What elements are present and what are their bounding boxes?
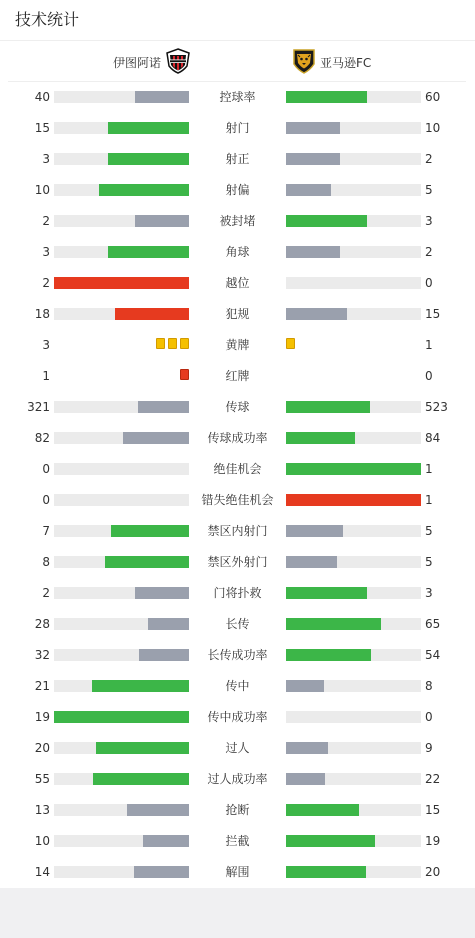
away-bar-fill — [286, 215, 367, 227]
away-bar-fill — [286, 587, 367, 599]
stat-row — [0, 547, 475, 578]
away-value: 5 — [425, 524, 433, 538]
home-value: 3 — [42, 152, 50, 166]
stat-row — [0, 268, 475, 299]
stat-label: 禁区外射门 — [207, 555, 268, 569]
away-bar-track — [286, 494, 421, 506]
home-cards — [156, 338, 189, 349]
stat-label: 抢断 — [225, 803, 250, 817]
away-bar-fill — [286, 804, 359, 816]
away-bar-track — [286, 308, 421, 320]
stat-label: 传中成功率 — [207, 710, 268, 724]
home-value: 19 — [34, 710, 50, 724]
home-bar-track — [54, 649, 189, 661]
home-bar-track — [54, 804, 189, 816]
away-value: 0 — [425, 276, 433, 290]
home-bar-track — [54, 866, 189, 878]
home-bar-fill — [54, 277, 189, 289]
away-bar-track — [286, 463, 421, 475]
stat-label: 射正 — [225, 152, 250, 166]
away-value: 1 — [425, 493, 433, 507]
away-bar-track — [286, 556, 421, 568]
stat-label: 射偏 — [225, 183, 250, 197]
away-value: 5 — [425, 555, 433, 569]
stat-label: 长传成功率 — [207, 648, 268, 662]
stat-label: 传中 — [225, 679, 250, 693]
stat-label: 禁区内射门 — [207, 524, 268, 538]
stat-row — [0, 671, 475, 702]
stat-label: 红牌 — [225, 369, 250, 383]
home-value: 1 — [42, 369, 50, 383]
home-bar-fill — [127, 804, 189, 816]
stat-label: 传球成功率 — [207, 431, 268, 445]
home-value: 3 — [42, 245, 50, 259]
stat-row — [0, 485, 475, 516]
home-bar-fill — [123, 432, 189, 444]
stat-row — [0, 206, 475, 237]
home-bar-track — [54, 153, 189, 165]
home-value: 0 — [42, 493, 50, 507]
away-bar-fill — [286, 122, 340, 134]
away-bar-track — [286, 432, 421, 444]
home-bar-fill — [96, 742, 189, 754]
stat-row — [0, 330, 475, 361]
away-bar-track — [286, 246, 421, 258]
home-bar-fill — [108, 153, 189, 165]
home-bar-fill — [134, 866, 189, 878]
away-value: 19 — [425, 834, 441, 848]
stat-label: 门将扑救 — [213, 586, 262, 600]
yellow-card-icon — [180, 338, 189, 349]
home-value: 21 — [34, 679, 50, 693]
stat-row — [0, 82, 475, 113]
away-value: 523 — [425, 400, 448, 414]
home-bar-track — [54, 401, 189, 413]
stat-row — [0, 144, 475, 175]
away-bar-track — [286, 215, 421, 227]
home-bar-fill — [135, 91, 189, 103]
away-bar-fill — [286, 153, 340, 165]
away-bar-track — [286, 91, 421, 103]
home-value: 20 — [34, 741, 50, 755]
home-bar-fill — [143, 835, 189, 847]
home-value: 15 — [34, 121, 50, 135]
away-bar-fill — [286, 742, 328, 754]
home-team[interactable] — [113, 48, 191, 76]
team-header — [0, 44, 475, 78]
away-value: 0 — [425, 710, 433, 724]
away-bar-track — [286, 649, 421, 661]
stat-row — [0, 578, 475, 609]
stat-row — [0, 733, 475, 764]
home-value: 82 — [34, 431, 50, 445]
home-value: 2 — [42, 276, 50, 290]
away-bar-track — [286, 742, 421, 754]
home-value: 18 — [34, 307, 50, 321]
away-bar-track — [286, 711, 421, 723]
home-value: 2 — [42, 214, 50, 228]
home-team-name: 伊图阿诺 — [112, 55, 161, 70]
away-bar-fill — [286, 525, 343, 537]
home-bar-fill — [92, 680, 189, 692]
home-value: 55 — [34, 772, 50, 786]
away-bar-fill — [286, 401, 370, 413]
stat-row — [0, 113, 475, 144]
away-value: 65 — [425, 617, 441, 631]
stat-label: 越位 — [225, 276, 250, 290]
home-bar-fill — [99, 184, 189, 196]
away-value: 3 — [425, 586, 433, 600]
stat-label: 错失绝佳机会 — [201, 493, 274, 507]
away-bar-fill — [286, 463, 421, 475]
yellow-card-icon — [156, 338, 165, 349]
home-bar-fill — [135, 215, 189, 227]
home-bar-fill — [108, 246, 189, 258]
home-value: 10 — [34, 834, 50, 848]
home-value: 8 — [42, 555, 50, 569]
stats-list — [0, 82, 475, 888]
away-bar-track — [286, 680, 421, 692]
stat-label: 长传 — [225, 617, 250, 631]
home-bar-track — [54, 494, 189, 506]
divider — [0, 40, 475, 41]
home-bar-track — [54, 742, 189, 754]
stat-label: 犯规 — [225, 307, 250, 321]
away-bar-track — [286, 618, 421, 630]
away-value: 20 — [425, 865, 441, 879]
home-bar-fill — [115, 308, 189, 320]
amazonas-crest-icon — [292, 48, 316, 77]
away-value: 5 — [425, 183, 433, 197]
home-bar-fill — [105, 556, 189, 568]
away-bar-fill — [286, 184, 331, 196]
stat-row — [0, 640, 475, 671]
away-bar-track — [286, 277, 421, 289]
home-value: 28 — [34, 617, 50, 631]
away-value: 8 — [425, 679, 433, 693]
yellow-card-icon — [168, 338, 177, 349]
away-cards — [286, 338, 295, 349]
stat-label: 解围 — [225, 865, 250, 879]
away-bar-track — [286, 804, 421, 816]
home-value: 32 — [34, 648, 50, 662]
away-bar-fill — [286, 91, 367, 103]
away-bar-track — [286, 835, 421, 847]
stat-label: 射门 — [225, 121, 250, 135]
stat-row — [0, 795, 475, 826]
home-bar-track — [54, 680, 189, 692]
stat-row — [0, 516, 475, 547]
stat-row — [0, 454, 475, 485]
home-bar-track — [54, 618, 189, 630]
away-value: 84 — [425, 431, 441, 445]
stat-row — [0, 609, 475, 640]
away-bar-fill — [286, 308, 347, 320]
home-bar-track — [54, 184, 189, 196]
away-bar-fill — [286, 773, 325, 785]
away-value: 54 — [425, 648, 441, 662]
stat-label: 过人 — [225, 741, 250, 755]
home-bar-track — [54, 432, 189, 444]
ituano-crest-icon — [165, 48, 191, 77]
home-value: 7 — [42, 524, 50, 538]
stat-row — [0, 826, 475, 857]
away-value: 15 — [425, 803, 441, 817]
away-value: 0 — [425, 369, 433, 383]
away-bar-fill — [286, 432, 355, 444]
away-bar-fill — [286, 835, 375, 847]
away-value: 3 — [425, 214, 433, 228]
stat-label: 过人成功率 — [207, 772, 268, 786]
away-bar-track — [286, 587, 421, 599]
away-team[interactable] — [292, 48, 371, 76]
stat-row — [0, 857, 475, 888]
stat-row — [0, 299, 475, 330]
home-bar-track — [54, 122, 189, 134]
stat-row — [0, 361, 475, 392]
stat-label: 传球 — [225, 400, 250, 414]
home-bar-track — [54, 835, 189, 847]
home-bar-track — [54, 308, 189, 320]
away-value: 15 — [425, 307, 441, 321]
home-bar-track — [54, 463, 189, 475]
home-bar-fill — [138, 401, 189, 413]
home-bar-fill — [135, 587, 189, 599]
home-value: 10 — [34, 183, 50, 197]
away-value: 1 — [425, 338, 433, 352]
away-bar-track — [286, 866, 421, 878]
home-bar-track — [54, 91, 189, 103]
stat-label: 绝佳机会 — [213, 462, 262, 476]
stat-row — [0, 237, 475, 268]
away-bar-fill — [286, 494, 421, 506]
home-value: 3 — [42, 338, 50, 352]
red-card-icon — [180, 369, 189, 380]
stat-row — [0, 175, 475, 206]
away-bar-fill — [286, 649, 371, 661]
home-bar-track — [54, 277, 189, 289]
away-bar-track — [286, 773, 421, 785]
stat-label: 角球 — [225, 245, 250, 259]
away-value: 1 — [425, 462, 433, 476]
stat-label: 被封堵 — [219, 214, 256, 228]
home-bar-track — [54, 587, 189, 599]
home-value: 13 — [34, 803, 50, 817]
away-bar-fill — [286, 618, 381, 630]
stat-row — [0, 702, 475, 733]
away-bar-track — [286, 184, 421, 196]
home-bar-fill — [108, 122, 189, 134]
home-value: 14 — [34, 865, 50, 879]
home-value: 2 — [42, 586, 50, 600]
home-cards — [180, 369, 189, 380]
away-value: 60 — [425, 90, 441, 104]
home-bar-fill — [148, 618, 189, 630]
home-bar-fill — [93, 773, 189, 785]
page-title: 技术统计 — [15, 10, 80, 29]
home-bar-track — [54, 525, 189, 537]
home-bar-track — [54, 711, 189, 723]
home-value: 40 — [34, 90, 50, 104]
stat-label: 黄牌 — [225, 338, 250, 352]
away-bar-track — [286, 122, 421, 134]
home-bar-track — [54, 773, 189, 785]
home-value: 321 — [27, 400, 50, 414]
away-value: 2 — [425, 245, 433, 259]
home-bar-fill — [139, 649, 189, 661]
stat-label: 拦截 — [225, 834, 250, 848]
away-value: 10 — [425, 121, 441, 135]
away-bar-fill — [286, 680, 324, 692]
away-bar-track — [286, 153, 421, 165]
home-value: 0 — [42, 462, 50, 476]
home-bar-track — [54, 215, 189, 227]
home-bar-fill — [111, 525, 189, 537]
stat-row — [0, 423, 475, 454]
away-value: 22 — [425, 772, 441, 786]
away-bar-track — [286, 401, 421, 413]
home-bar-track — [54, 556, 189, 568]
away-value: 9 — [425, 741, 433, 755]
away-bar-track — [286, 525, 421, 537]
stat-row — [0, 392, 475, 423]
home-bar-fill — [54, 711, 189, 723]
away-team-name: 亚马逊FC — [320, 55, 372, 70]
away-value: 2 — [425, 152, 433, 166]
away-bar-fill — [286, 246, 340, 258]
stat-label: 控球率 — [219, 90, 256, 104]
stat-row — [0, 764, 475, 795]
away-bar-fill — [286, 866, 366, 878]
home-bar-track — [54, 246, 189, 258]
yellow-card-icon — [286, 338, 295, 349]
away-bar-fill — [286, 556, 337, 568]
